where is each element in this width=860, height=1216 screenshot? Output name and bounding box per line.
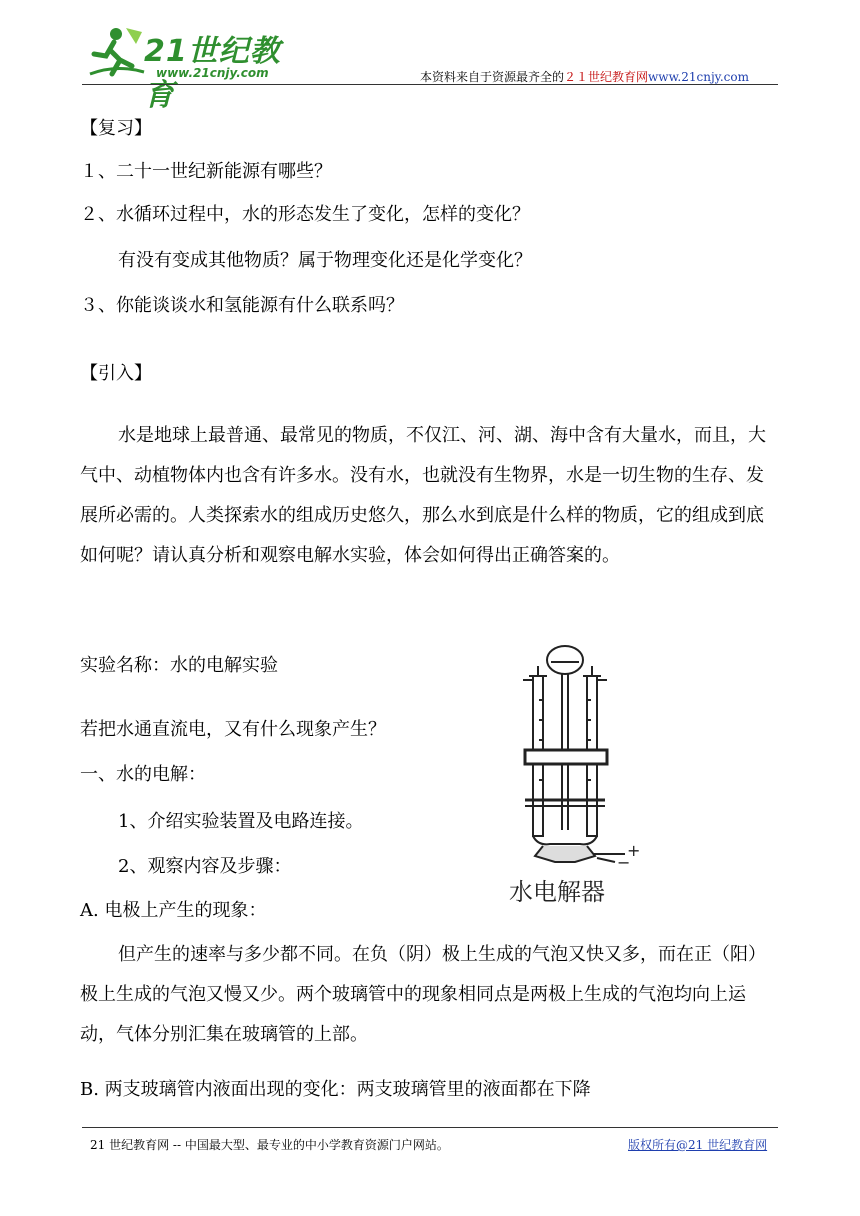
- figure-caption: 水电解器: [509, 878, 605, 906]
- review-question-3: ３、你能谈谈水和氢能源有什么联系吗？: [80, 295, 404, 316]
- header-divider: [82, 84, 778, 85]
- header-note-prefix: 本资料来自于资源最齐全的: [420, 70, 565, 84]
- header-note-url[interactable]: www.21cnjy.com: [648, 70, 749, 84]
- review-question-1: １、二十一世纪新能源有哪些？: [80, 161, 332, 182]
- header-note: [420, 68, 749, 85]
- minus-terminal-label: −: [617, 853, 631, 870]
- review-question-2: ２、水循环过程中，水的形态发生了变化，怎样的变化？: [80, 204, 530, 225]
- point-a-text: 但产生的速率与多少都不同。在负（阴）极上生成的气泡又快又多，而在正（阳）极上生成的气泡又慢又少。两个玻璃管中的现象相同点是两极上生成的气泡均向上运动，气体分别汇集在玻璃管的上部。: [80, 944, 766, 1045]
- electrolyzer-figure: [505, 640, 655, 920]
- footer-left: 21 世纪教育网 -- 中国最大型、最专业的中小学教育资源门户网站。: [90, 1138, 449, 1152]
- logo-url: www.21cnjy.com: [156, 66, 269, 80]
- electrolyzer-apparatus-icon: [505, 640, 655, 870]
- runner-logo-icon: [86, 24, 146, 84]
- review-heading: 【复习】: [80, 118, 152, 139]
- point-b: B. 两支玻璃管内液面出现的变化：两支玻璃管里的液面都在下降: [80, 1079, 591, 1100]
- header-note-site: ２１世纪教育网: [564, 70, 649, 84]
- review-question-2b: 有没有变成其他物质？属于物理变化还是化学变化？: [118, 250, 532, 271]
- site-logo: [86, 24, 286, 113]
- footer-copyright-link[interactable]: 版权所有@21 世纪教育网: [628, 1138, 768, 1152]
- experiment-question: 若把水通直流电，又有什么现象产生？: [80, 719, 386, 740]
- plus-terminal-label: +: [627, 841, 641, 860]
- point-a: A. 电极上产生的现象：: [80, 900, 267, 921]
- intro-heading: 【引入】: [80, 363, 152, 384]
- intro-paragraph: 水是地球上最普通、最常见的物质，不仅江、河、湖、海中含有大量水，而且，大气中、动植物体内也含有许多水。没有水，也就没有生物界，水是一切生物的生存、发展所必需的。人类探索水的组成历史悠久，那么水到底是什么样的物质，它的组成到底如何呢？请认真分析和观察电解水实验，体会如何得出正确答案的。: [80, 425, 766, 566]
- section-electrolysis: 一、水的电解：: [80, 764, 206, 785]
- experiment-name: 实验名称：水的电解实验: [80, 655, 278, 676]
- footer-divider: [82, 1127, 778, 1128]
- step-2: 2、观察内容及步骤：: [118, 856, 292, 877]
- step-1: 1、介绍实验装置及电路连接。: [118, 811, 364, 832]
- logo-text: 21世纪教育: [144, 34, 281, 113]
